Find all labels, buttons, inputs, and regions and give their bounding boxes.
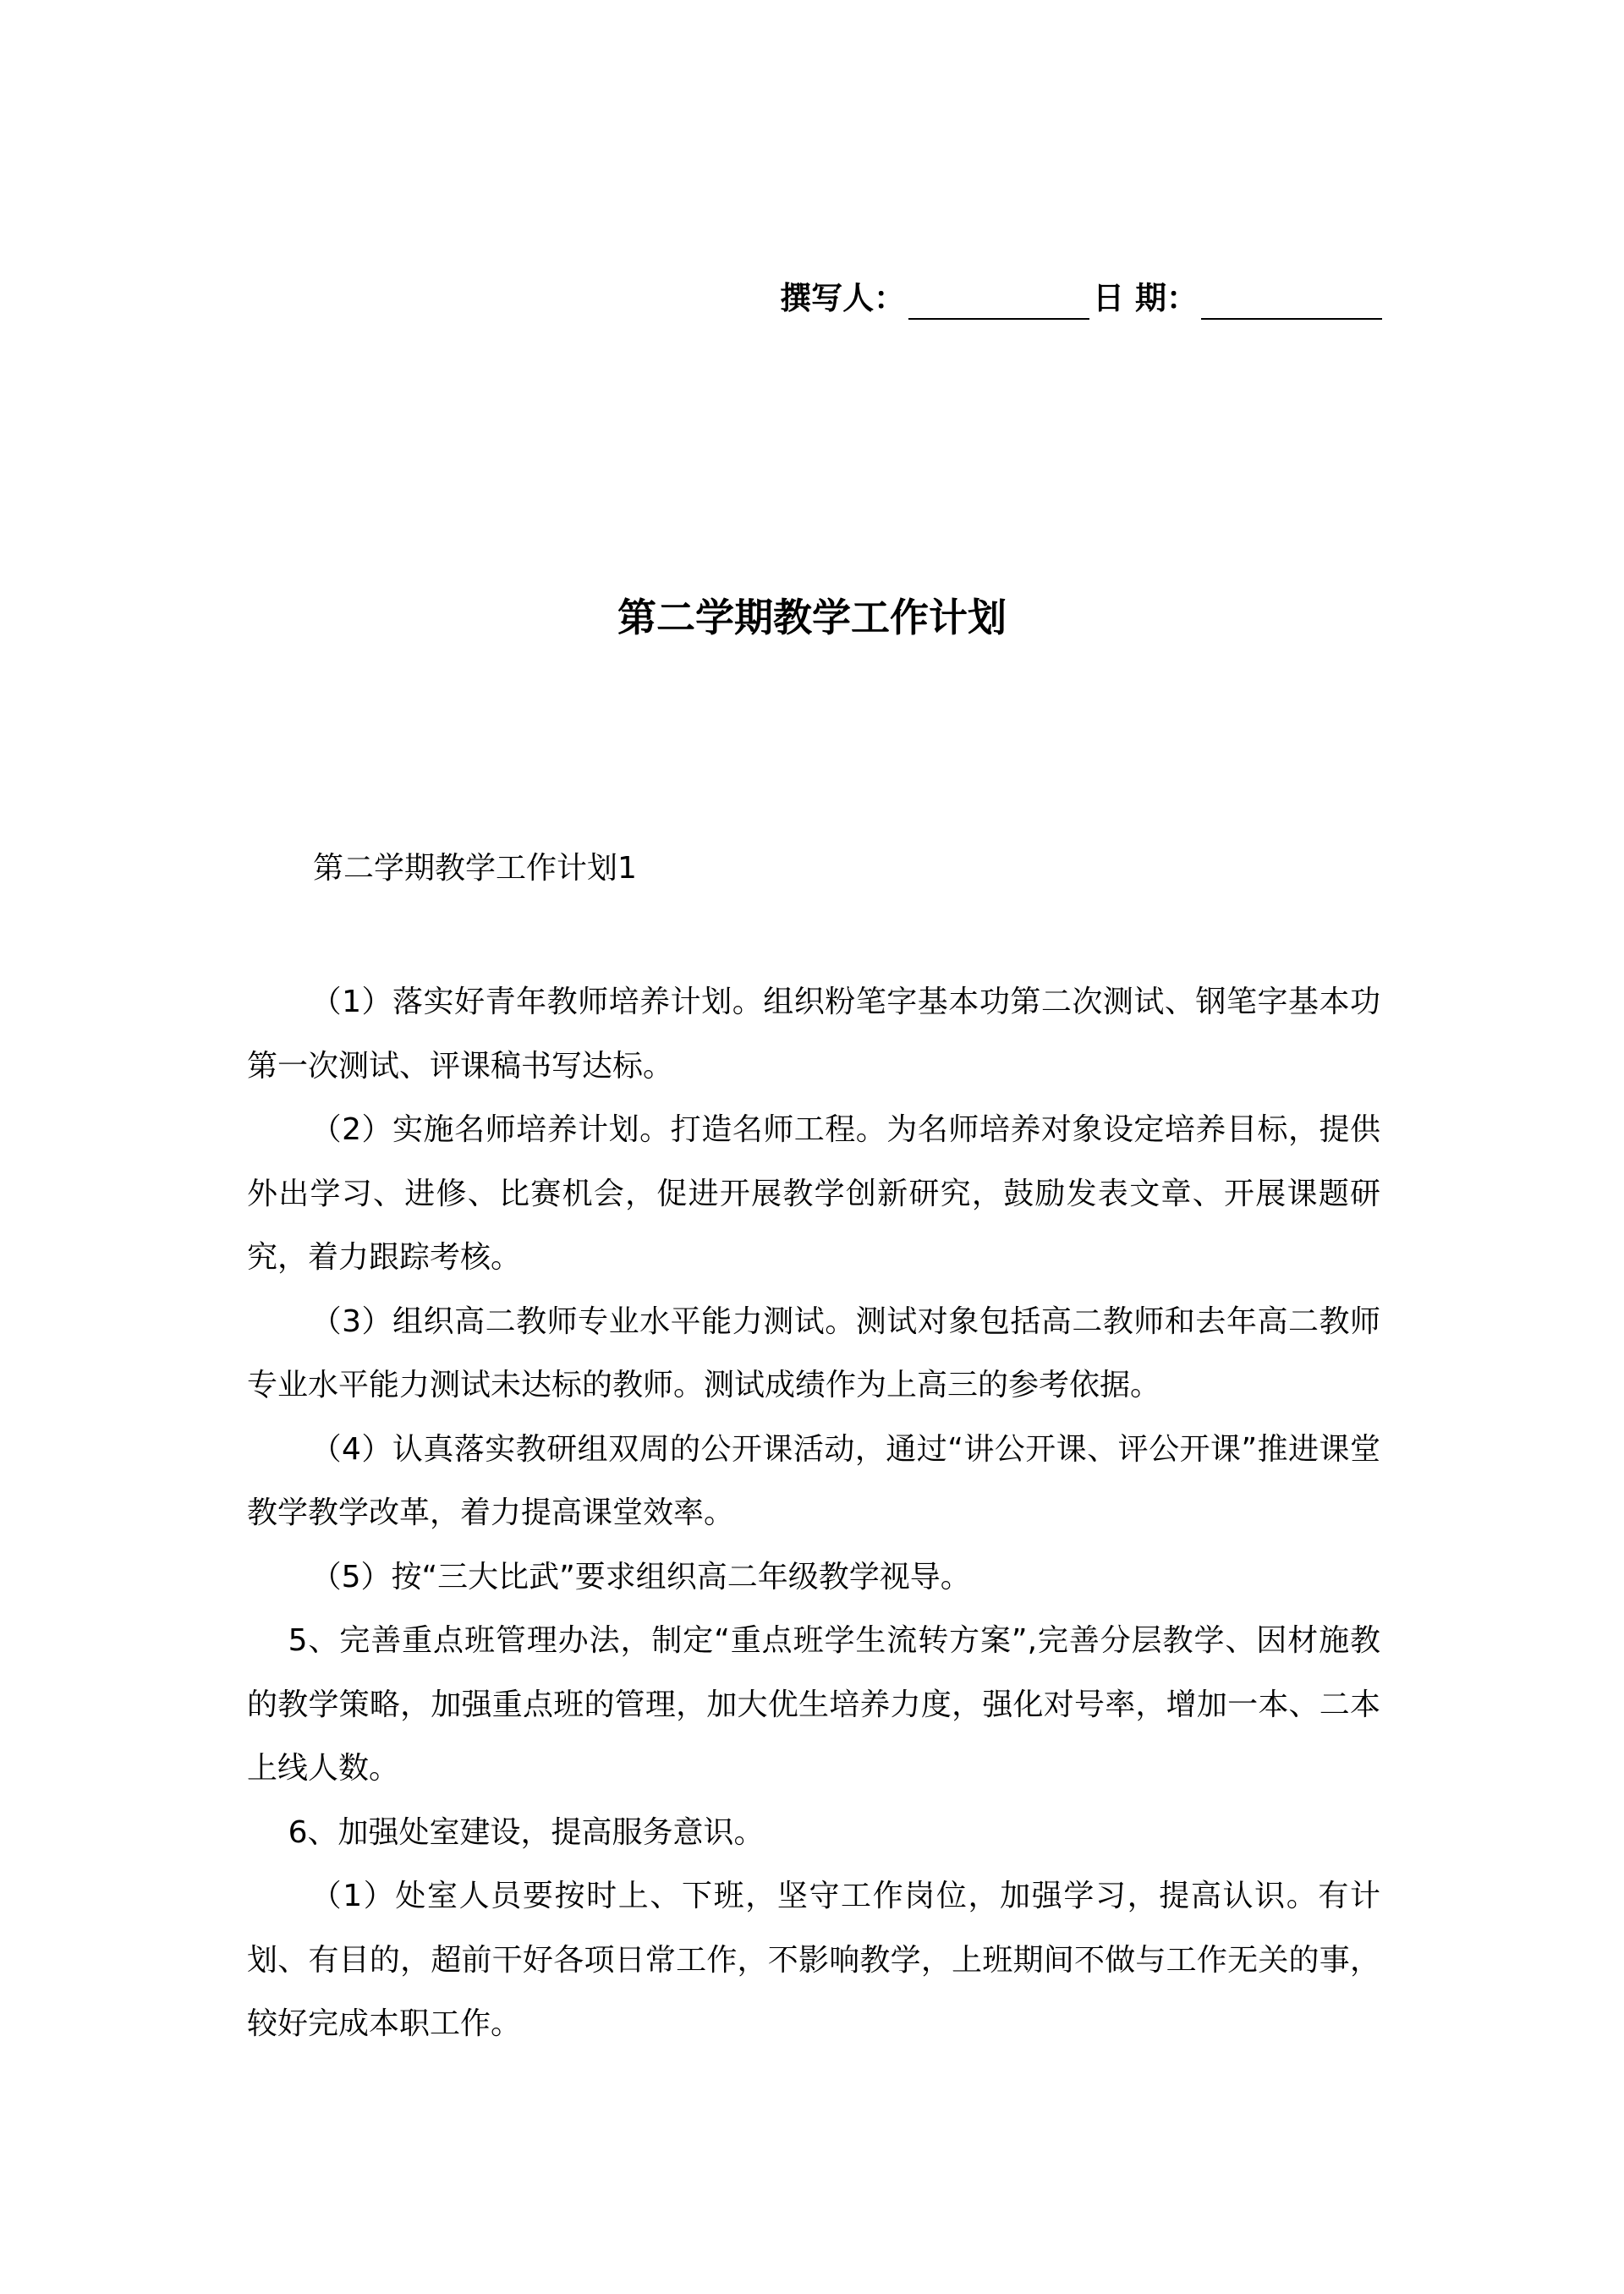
signature-line — [780, 277, 1385, 320]
document-body — [247, 970, 1380, 2056]
date-blank — [1201, 288, 1382, 320]
date-label: 日 期： — [1093, 280, 1198, 316]
paragraph: （3）组织高二教师专业水平能力测试。测试对象包括高二教师和去年高二教师专业水平能力测试未达标的教师。测试成绩作为上高三的参考依据。 — [247, 1303, 1380, 1402]
paragraph: 5、完善重点班管理办法，制定“重点班学生流转方案”,完善分层教学、因材施教的教学策略，加强重点班的管理，加大优生培养力度，强化对号率，增加一本、二本上线人数。 — [247, 1623, 1380, 1786]
paragraph: （2）实施名师培养计划。打造名师工程。为名师培养对象设定培养目标，提供外出学习、进修、比赛机会，促进开展教学创新研究，鼓励发表文章、开展课题研究，着力跟踪考核。 — [247, 1112, 1380, 1275]
section-subtitle: 第二学期教学工作计划1 — [313, 851, 637, 886]
paragraph: （5）按“三大比武”要求组织高二年级教学视导。 — [310, 1559, 971, 1594]
paragraph: 6、加强处室建设，提高服务意识。 — [288, 1814, 765, 1850]
paragraph: （1）处室人员要按时上、下班，坚守工作岗位，加强学习，提高认识。有计划、有目的，超前干好各项日常工作，不影响教学，上班期间不做与工作无关的事，较好完成本职工作。 — [247, 1879, 1380, 2041]
paragraph: （1）落实好青年教师培养计划。组织粉笔字基本功第二次测试、钢笔字基本功第一次测试、评课稿书写达标。 — [247, 985, 1380, 1084]
author-blank — [908, 288, 1089, 320]
document-title: 第二学期教学工作计划 — [617, 595, 1007, 640]
author-label: 撰写人： — [780, 280, 906, 316]
paragraph: （4）认真落实教研组双周的公开课活动，通过“讲公开课、评公开课”推进课堂教学教学改革，着力提高课堂效率。 — [247, 1431, 1380, 1530]
